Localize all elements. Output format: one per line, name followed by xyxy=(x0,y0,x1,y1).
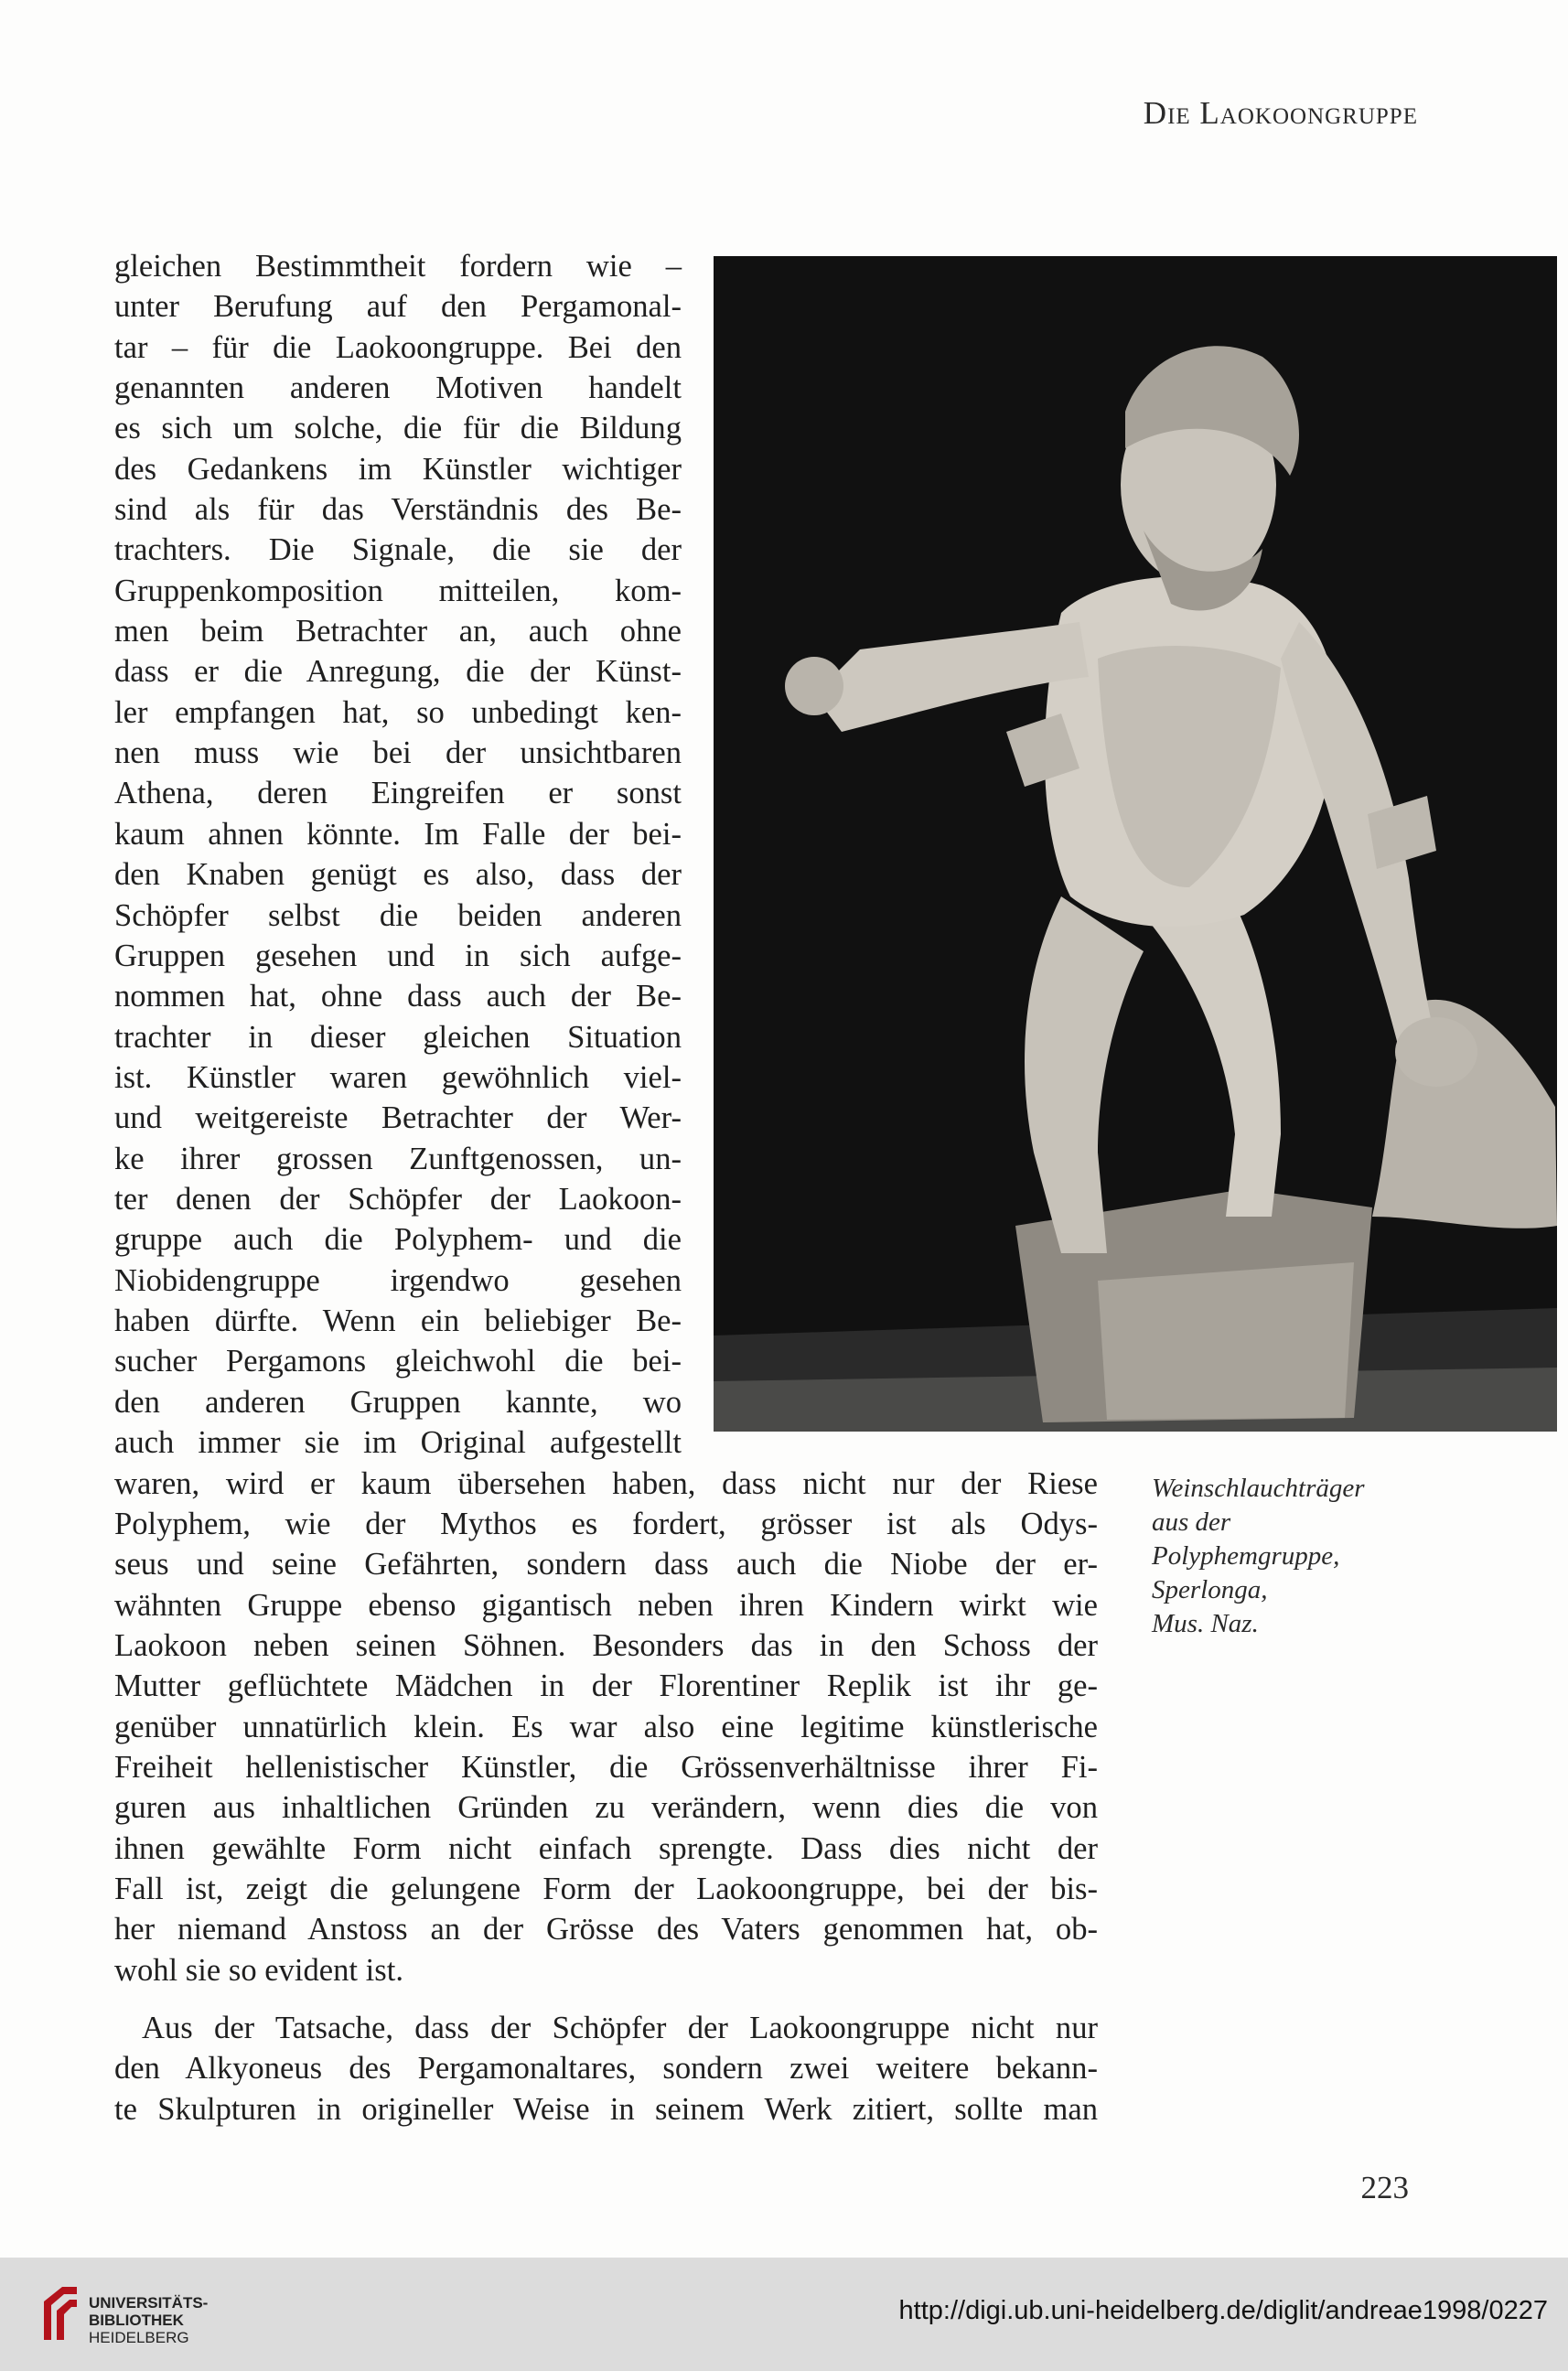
body-line: Laokoon neben seinen Söhnen. Besonders das in den Schoss der xyxy=(114,1627,1098,1663)
body-line: auch immer sie im Original aufgestellt xyxy=(114,1424,682,1460)
page-number: 223 xyxy=(1360,2170,1409,2205)
body-line: Aus der Tatsache, dass der Schöpfer der Laokoongruppe nicht nur xyxy=(142,2011,1098,2045)
body-line: ist. Künstler waren gewöhnlich viel- xyxy=(114,1059,682,1095)
body-line: Schöpfer selbst die beiden anderen xyxy=(114,897,682,933)
body-line: Freiheit hellenistischer Künstler, die Grössenverhältnisse ihrer Fi- xyxy=(114,1749,1098,1785)
digitization-footer xyxy=(0,2258,1568,2371)
body-line: genüber unnatürlich klein. Es war also eine legitime künstlerische xyxy=(114,1709,1098,1744)
statue-figure xyxy=(714,256,1557,1432)
running-header: Die Laokoongruppe xyxy=(1143,95,1418,131)
library-name xyxy=(89,2294,208,2346)
body-line: nen muss wie bei der unsichtbaren xyxy=(114,735,682,771)
body-line: seus und seine Gefährten, sondern dass auch die Niobe der er- xyxy=(114,1547,1098,1582)
body-line: Athena, deren Eingreifen er sonst xyxy=(114,776,682,811)
body-line: haben dürfte. Wenn ein beliebiger Be- xyxy=(114,1303,682,1338)
body-text-narrow xyxy=(114,246,682,1463)
library-name-line: UNIVERSITÄTS- xyxy=(89,2294,209,2312)
caption-line: Weinschlauchträger xyxy=(1152,1474,1365,1503)
body-line: Gruppen gesehen und in sich aufge- xyxy=(114,938,682,973)
body-line: ler empfangen hat, so unbedingt ken- xyxy=(114,694,682,730)
body-line: Gruppenkomposition mitteilen, kom- xyxy=(114,573,682,608)
body-line: den Alkyoneus des Pergamonaltares, sondern zwei weitere bekann- xyxy=(114,2051,1098,2087)
body-line: Mutter geflüchtete Mädchen in der Florentiner Replik ist ihr ge- xyxy=(114,1668,1098,1704)
body-line: tar – für die Laokoongruppe. Bei den xyxy=(114,329,682,365)
source-url-link[interactable]: http://digi.ub.uni-heidelberg.de/diglit/andreae1998/0227 xyxy=(898,2296,1548,2325)
library-name-line: BIBLIOTHEK xyxy=(89,2312,184,2329)
body-line: sind als für das Verständnis des Be- xyxy=(114,492,682,528)
caption-line: Mus. Naz. xyxy=(1152,1609,1259,1638)
body-line: Polyphem, wie der Mythos es fordert, grösser ist als Odys- xyxy=(114,1506,1098,1541)
body-line: nommen hat, ohne dass auch der Be- xyxy=(114,979,682,1014)
body-line: gruppe auch die Polyphem- und die xyxy=(114,1222,682,1258)
body-line: guren aus inhaltlichen Gründen zu verändern, wenn dies die von xyxy=(114,1790,1098,1826)
body-paragraph-2 xyxy=(114,2008,1098,2130)
body-line: und weitgereiste Betrachter der Wer- xyxy=(114,1100,682,1136)
body-line: ter denen der Schöpfer der Laokoon- xyxy=(114,1181,682,1217)
body-line: te Skulpturen in origineller Weise in seinem Werk zitiert, sollte man xyxy=(114,2091,1098,2127)
body-line: kaum ahnen könnte. Im Falle der bei- xyxy=(114,816,682,852)
body-line: trachter in dieser gleichen Situation xyxy=(114,1019,682,1055)
body-line: wähnten Gruppe ebenso gigantisch neben ihren Kindern wirkt wie xyxy=(114,1587,1098,1623)
body-line: dass er die Anregung, die der Künst- xyxy=(114,654,682,690)
caption-line: aus der xyxy=(1152,1507,1231,1537)
body-line: ke ihrer grossen Zunftgenossen, un- xyxy=(114,1141,682,1176)
body-line: es sich um solche, die für die Bildung xyxy=(114,411,682,446)
body-line: wohl sie so evident ist. xyxy=(114,1952,403,1988)
library-name-line: HEIDELBERG xyxy=(89,2329,189,2346)
caption-line: Sperlonga, xyxy=(1152,1575,1268,1604)
body-line: des Gedankens im Künstler wichtiger xyxy=(114,451,682,487)
body-line: gleichen Bestimmtheit fordern wie – xyxy=(114,249,682,284)
library-logo-icon xyxy=(37,2276,82,2353)
body-line: unter Berufung auf den Pergamonal- xyxy=(114,289,682,325)
body-line: sucher Pergamons gleichwohl die bei- xyxy=(114,1344,682,1379)
body-line: ihnen gewählte Form nicht einfach sprengte. Dass dies nicht der xyxy=(114,1830,1098,1866)
body-line: genannten anderen Motiven handelt xyxy=(114,370,682,406)
body-line: Fall ist, zeigt die gelungene Form der Laokoongruppe, bei der bis- xyxy=(114,1871,1098,1906)
statue-photograph xyxy=(714,256,1557,1432)
photo-caption xyxy=(1152,1472,1426,1641)
body-line: den Knaben genügt es also, dass der xyxy=(114,857,682,893)
body-line: men beim Betrachter an, auch ohne xyxy=(114,614,682,649)
body-line: den anderen Gruppen kannte, wo xyxy=(114,1384,682,1420)
body-line: waren, wird er kaum übersehen haben, dass nicht nur der Riese xyxy=(114,1465,1098,1501)
body-line: Niobidengruppe irgendwo gesehen xyxy=(114,1262,682,1298)
body-text-wide xyxy=(114,1464,1098,1990)
body-line: her niemand Anstoss an der Grösse des Vaters genommen hat, ob- xyxy=(114,1912,1098,1947)
caption-line: Polyphemgruppe, xyxy=(1152,1541,1340,1571)
body-line: trachters. Die Signale, die sie der xyxy=(114,532,682,568)
